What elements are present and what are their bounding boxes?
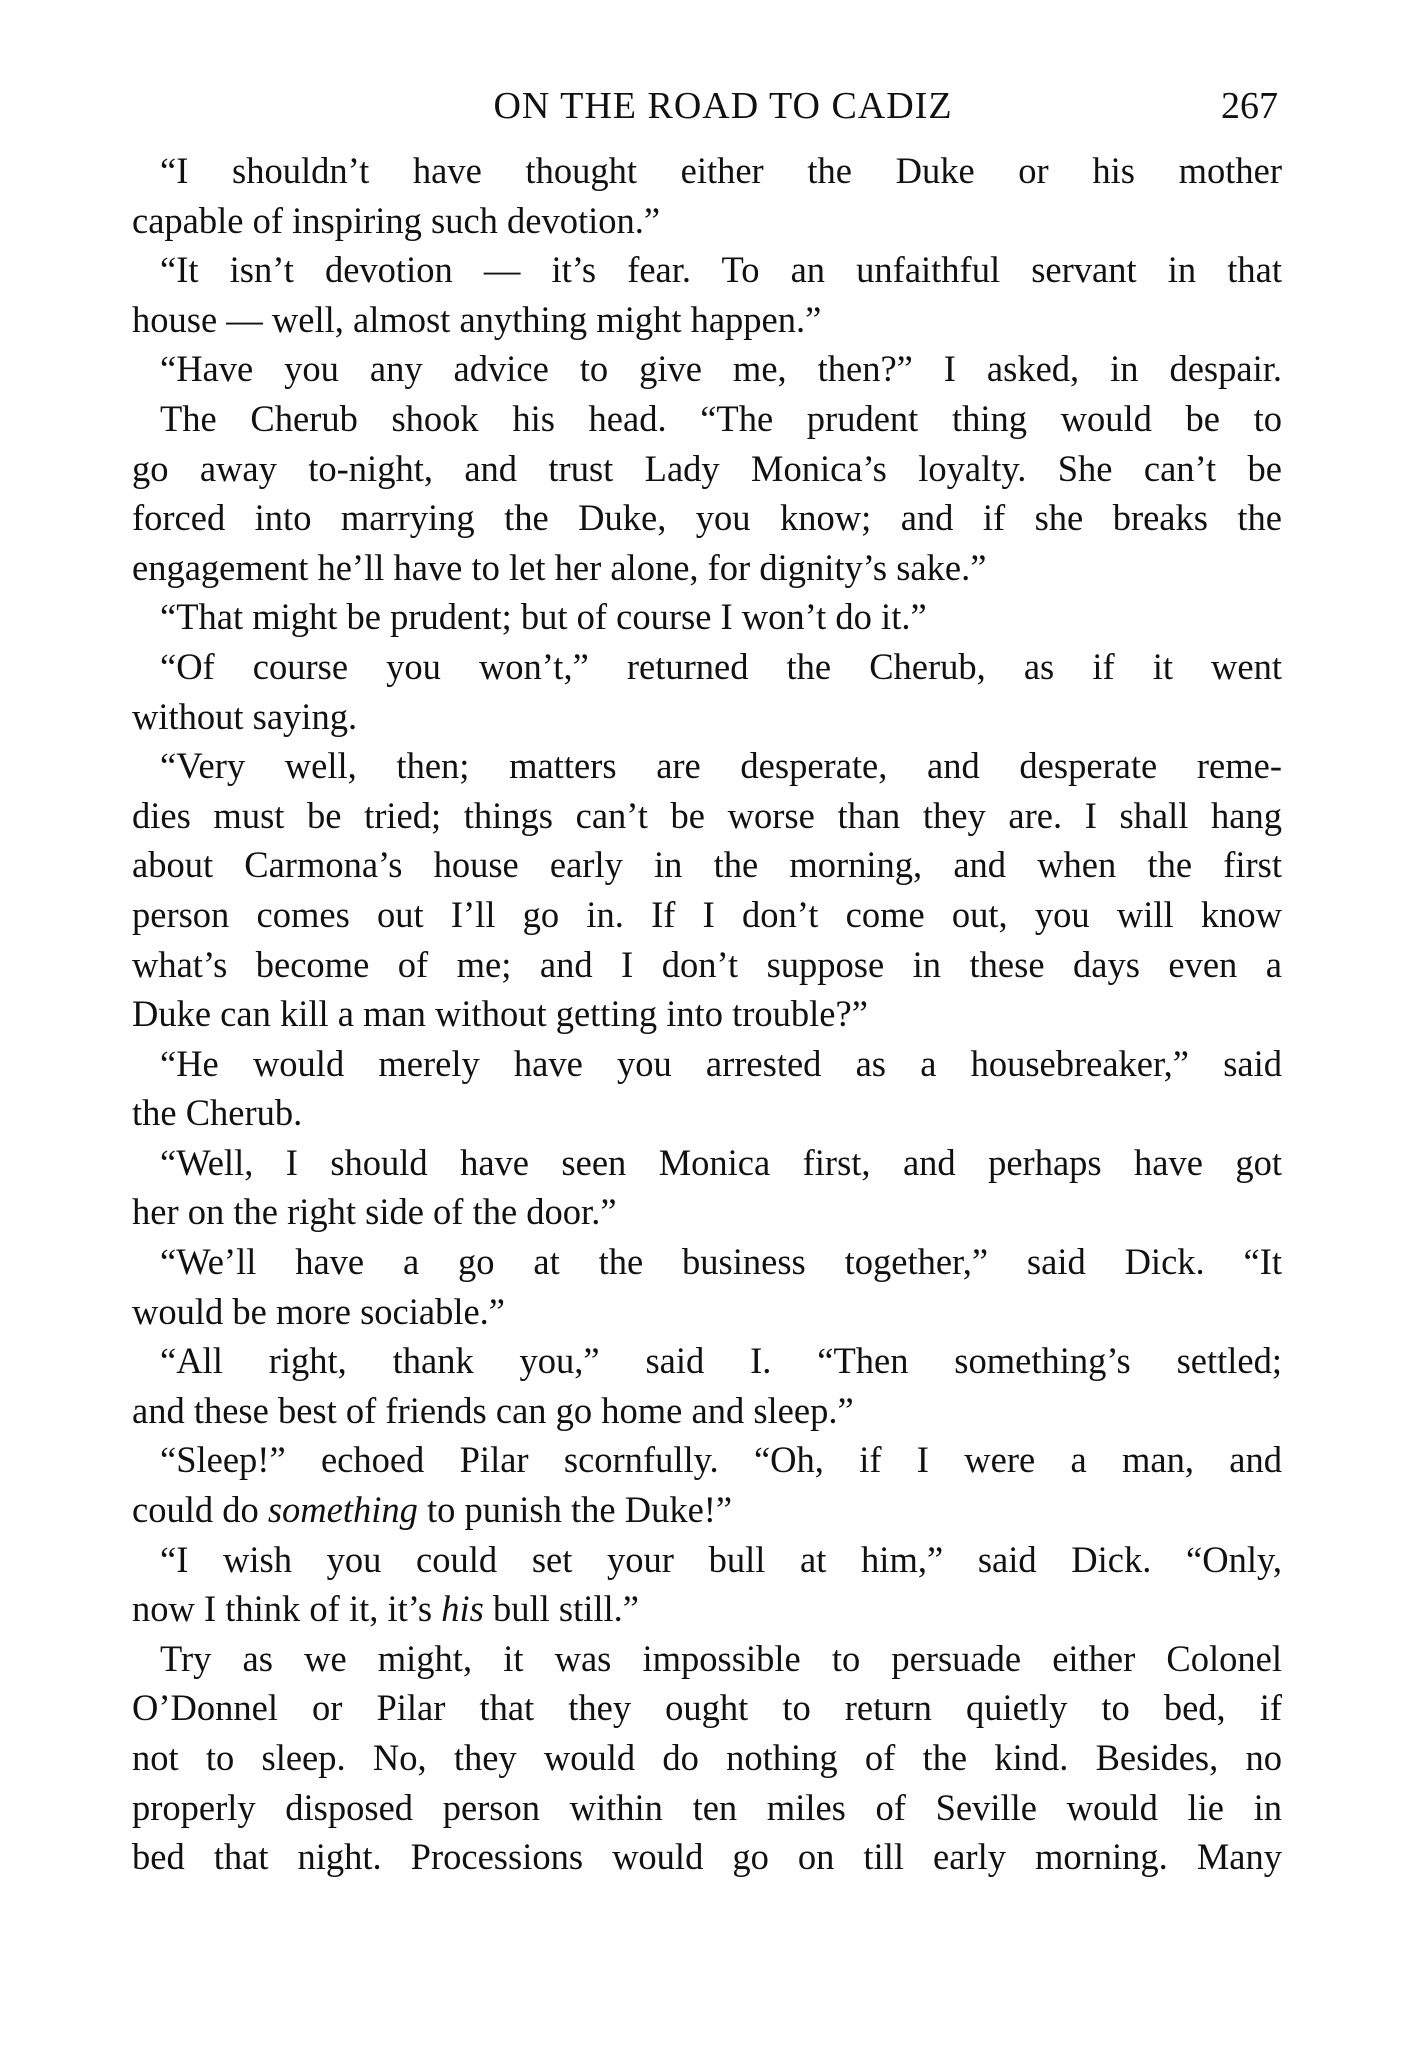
text-line: house — well, almost anything might happen.” [132,298,822,340]
text-line: “He would merely have you arrested as a housebreaker,” said [160,1042,1282,1084]
text-line: O’Donnel or Pilar that they ought to return quietly to bed, if [132,1687,1282,1729]
text-line: “We’ll have a go at the business together,” said Dick. “It [160,1241,1282,1283]
running-head [138,78,1278,134]
text-line: Duke can kill a man without getting into trouble?” [132,993,868,1035]
text-line: her on the right side of the door.” [132,1191,617,1233]
text-line: “Have you any advice to give me, then?” I asked, in despair. [160,348,1282,390]
text-line: about Carmona’s house early in the morning, and when the first [132,844,1282,886]
running-title: ON THE ROAD TO CADIZ [493,85,953,127]
text-line: engagement he’ll have to let her alone, for dignity’s sake.” [132,546,987,588]
text-line: what’s become of me; and I don’t suppose in these days even a [132,943,1282,985]
text-line: The Cherub shook his head. “The prudent thing would be to [160,397,1282,439]
text-line: “Well, I should have seen Monica first, and perhaps have got [160,1141,1282,1183]
text-line: properly disposed person within ten miles of Seville would lie in [132,1786,1282,1828]
italic-word: something [267,1489,418,1531]
text-line: would be more sociable.” [132,1290,505,1332]
text-line: Try as we might, it was impossible to persuade either Colonel [160,1637,1282,1679]
text-line: dies must be tried; things can’t be worse than they are. I shall hang [132,794,1282,836]
text-line: forced into marrying the Duke, you know; and if she breaks the [132,497,1282,539]
text-line: “Sleep!” echoed Pilar scornfully. “Oh, if I were a man, and [160,1439,1282,1481]
text-line [132,1584,1282,1634]
text-line: “I wish you could set your bull at him,” said Dick. “Only, [160,1538,1282,1580]
text-segment: to punish the Duke!” [417,1489,733,1531]
text-line: “All right, thank you,” said I. “Then something’s settled; [160,1340,1282,1382]
italic-word: his [441,1588,484,1630]
text-line: person comes out I’ll go in. If I don’t come out, you will know [132,893,1282,935]
text-segment: now I think of it, it’s [132,1588,442,1630]
text-segment: bull still.” [483,1588,639,1630]
text-line: capable of inspiring such devotion.” [132,199,661,241]
text-line: “Very well, then; matters are desperate, and desperate reme- [160,745,1282,787]
text-segment: could do [132,1489,268,1531]
text-line [132,1485,1282,1535]
text-line: “Of course you won’t,” returned the Cherub, as if it went [160,645,1282,687]
text-line: and these best of friends can go home and sleep.” [132,1389,854,1431]
page-number: 267 [1221,85,1278,127]
text-line: “It isn’t devotion — it’s fear. To an unfaithful servant in that [160,249,1282,291]
text-line: bed that night. Processions would go on till early morning. Many [132,1836,1282,1878]
body-text [132,146,1282,1882]
text-line: “That might be prudent; but of course I won’t do it.” [160,596,927,638]
text-line: “I shouldn’t have thought either the Duke or his mother [160,150,1282,191]
text-line: the Cherub. [132,1092,303,1134]
text-line: not to sleep. No, they would do nothing of the kind. Besides, no [132,1737,1282,1778]
text-line: go away to-night, and trust Lady Monica’s loyalty. She can’t be [132,447,1282,489]
text-line: without saying. [132,695,358,737]
